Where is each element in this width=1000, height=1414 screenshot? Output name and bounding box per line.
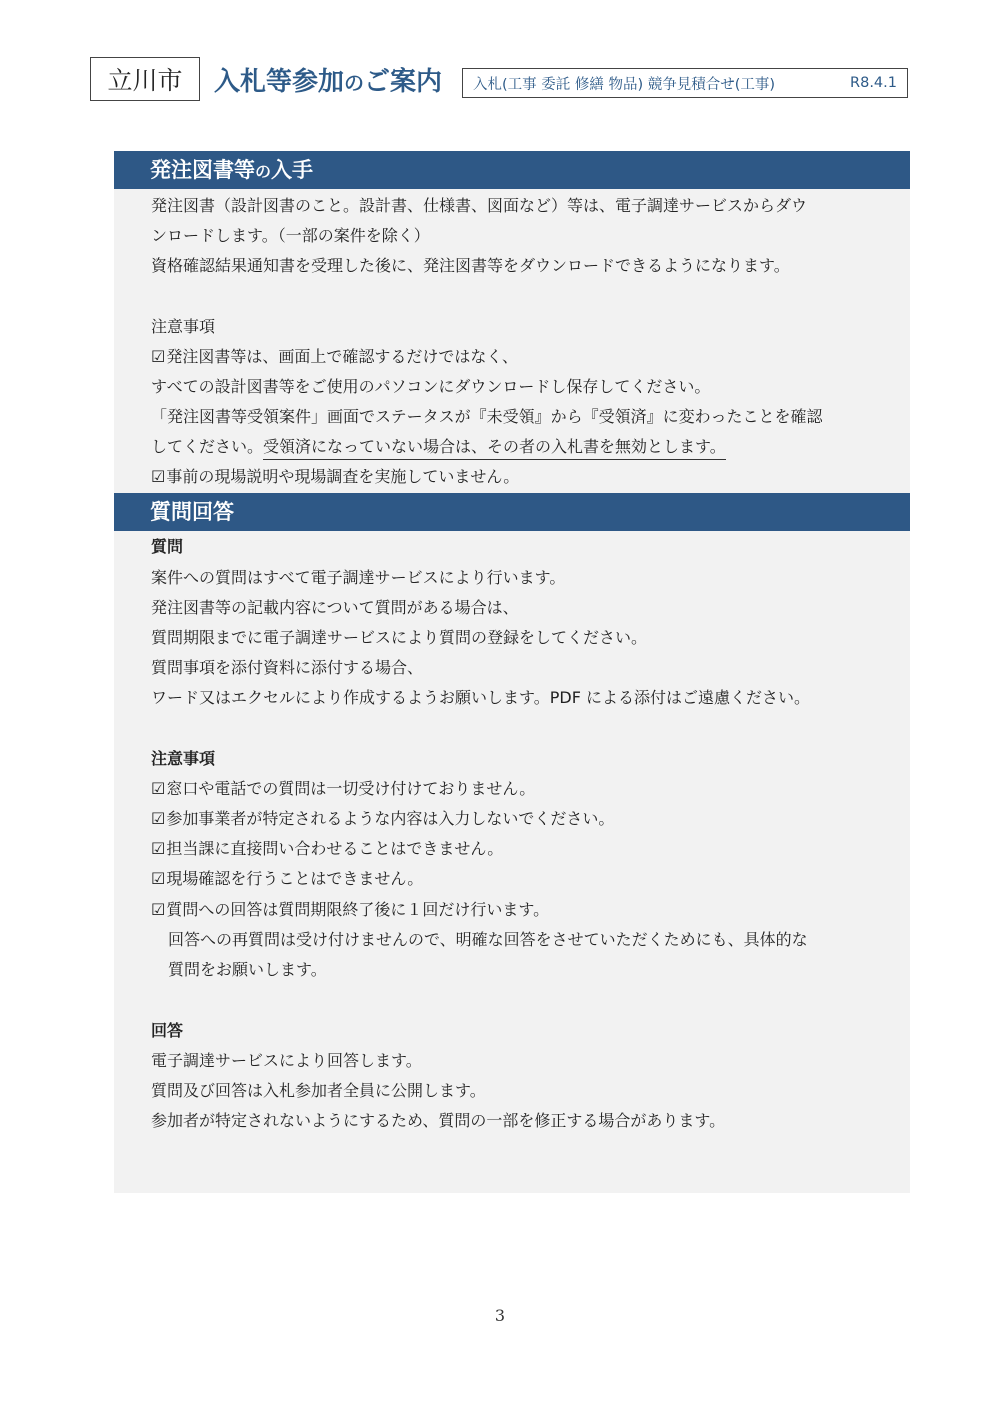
question-line: 質問事項を添付資料に添付する場合、 (151, 658, 424, 677)
page-title (214, 61, 442, 98)
question-line: 質問期限までに電子調達サービスにより質問の登録をしてください。 (151, 628, 648, 647)
section2-note-cont: 回答への再質問は受け付けませんので、明確な回答をさせていただくためにも、具体的な (168, 930, 808, 949)
answer-line: 電子調達サービスにより回答します。 (151, 1051, 422, 1070)
subtitle-text: 入札(工事 委託 修繕 物品) 競争見積合せ(工事) (473, 76, 776, 93)
section1-note-cont: すべての設計図書等をご使用のパソコンにダウンロードし保存してください。 (151, 377, 711, 396)
title-particle: の (344, 71, 365, 95)
section-heading-documents (114, 151, 910, 189)
question-line: 案件への質問はすべて電子調達サービスにより行います。 (151, 568, 566, 587)
checkbox-icon: ☑ (151, 347, 166, 366)
checkbox-icon: ☑ (151, 869, 166, 888)
city-name: 立川市 (90, 57, 200, 101)
content-panel (114, 151, 910, 1193)
section1-note: ☑発注図書等は、画面上で確認するだけではなく、 (151, 347, 519, 366)
version-label: R8.4.1 (850, 75, 897, 91)
section1-heading-a: 発注図書等 (150, 158, 255, 182)
section-heading-qa: 質問回答 (114, 493, 910, 531)
section1-note: ☑事前の現場説明や現場調査を実施していません。 (151, 467, 520, 486)
subtitle-box (462, 68, 908, 98)
question-line: ワード又はエクセルにより作成するようお願いします。PDF による添付はご遠慮ください。 (151, 688, 810, 707)
answer-line: 参加者が特定されないようにするため、質問の一部を修正する場合があります。 (151, 1111, 726, 1130)
checkbox-icon: ☑ (151, 900, 166, 919)
checkbox-icon: ☑ (151, 839, 166, 858)
section2-note-cont: 質問をお願いします。 (168, 960, 327, 979)
checkbox-icon: ☑ (151, 779, 166, 798)
section1-text-line: 発注図書（設計図書のこと。設計書、仕様書、図面など）等は、電子調達サービスからダウ (151, 196, 808, 215)
section1-text-line: ンロードします。（一部の案件を除く） (151, 226, 430, 245)
section2-note: ☑担当課に直接問い合わせることはできません。 (151, 839, 504, 858)
checkbox-icon: ☑ (151, 467, 166, 486)
answer-line: 質問及び回答は入札参加者全員に公開します。 (151, 1081, 486, 1100)
title-main: 入札等参加 (214, 67, 345, 97)
section1-heading-b: 入手 (271, 158, 314, 182)
question-line: 発注図書等の記載内容について質問がある場合は、 (151, 598, 519, 617)
section1-heading-particle: の (255, 162, 272, 181)
checkbox-icon: ☑ (151, 809, 166, 828)
section1-notes-title: 注意事項 (151, 317, 216, 336)
section2-note: ☑現場確認を行うことはできません。 (151, 869, 424, 888)
title-rest: ご案内 (364, 67, 443, 97)
section2-notes-title: 注意事項 (151, 749, 216, 768)
section2-note: ☑参加事業者が特定されるような内容は入力しないでください。 (151, 809, 615, 828)
invalid-warning: 受領済になっていない場合は、その者の入札書を無効とします。 (263, 437, 726, 460)
section1-note-cont: 「発注図書等受領案件」画面でステータスが『未受領』から『受領済』に変わったことを確認 (151, 407, 823, 426)
section1-text-line: 資格確認結果通知書を受理した後に、発注図書等をダウンロードできるようになります。 (151, 256, 790, 275)
question-title: 質問 (151, 537, 184, 556)
answer-title: 回答 (151, 1021, 184, 1040)
page-number: 3 (494, 1306, 506, 1325)
section2-note: ☑質問への回答は質問期限終了後に１回だけ行います。 (151, 900, 550, 919)
section1-note-cont: してください。受領済になっていない場合は、その者の入札書を無効とします。 (151, 437, 726, 457)
page-header (90, 57, 910, 105)
section2-note: ☑窓口や電話での質問は一切受け付けておりません。 (151, 779, 536, 798)
